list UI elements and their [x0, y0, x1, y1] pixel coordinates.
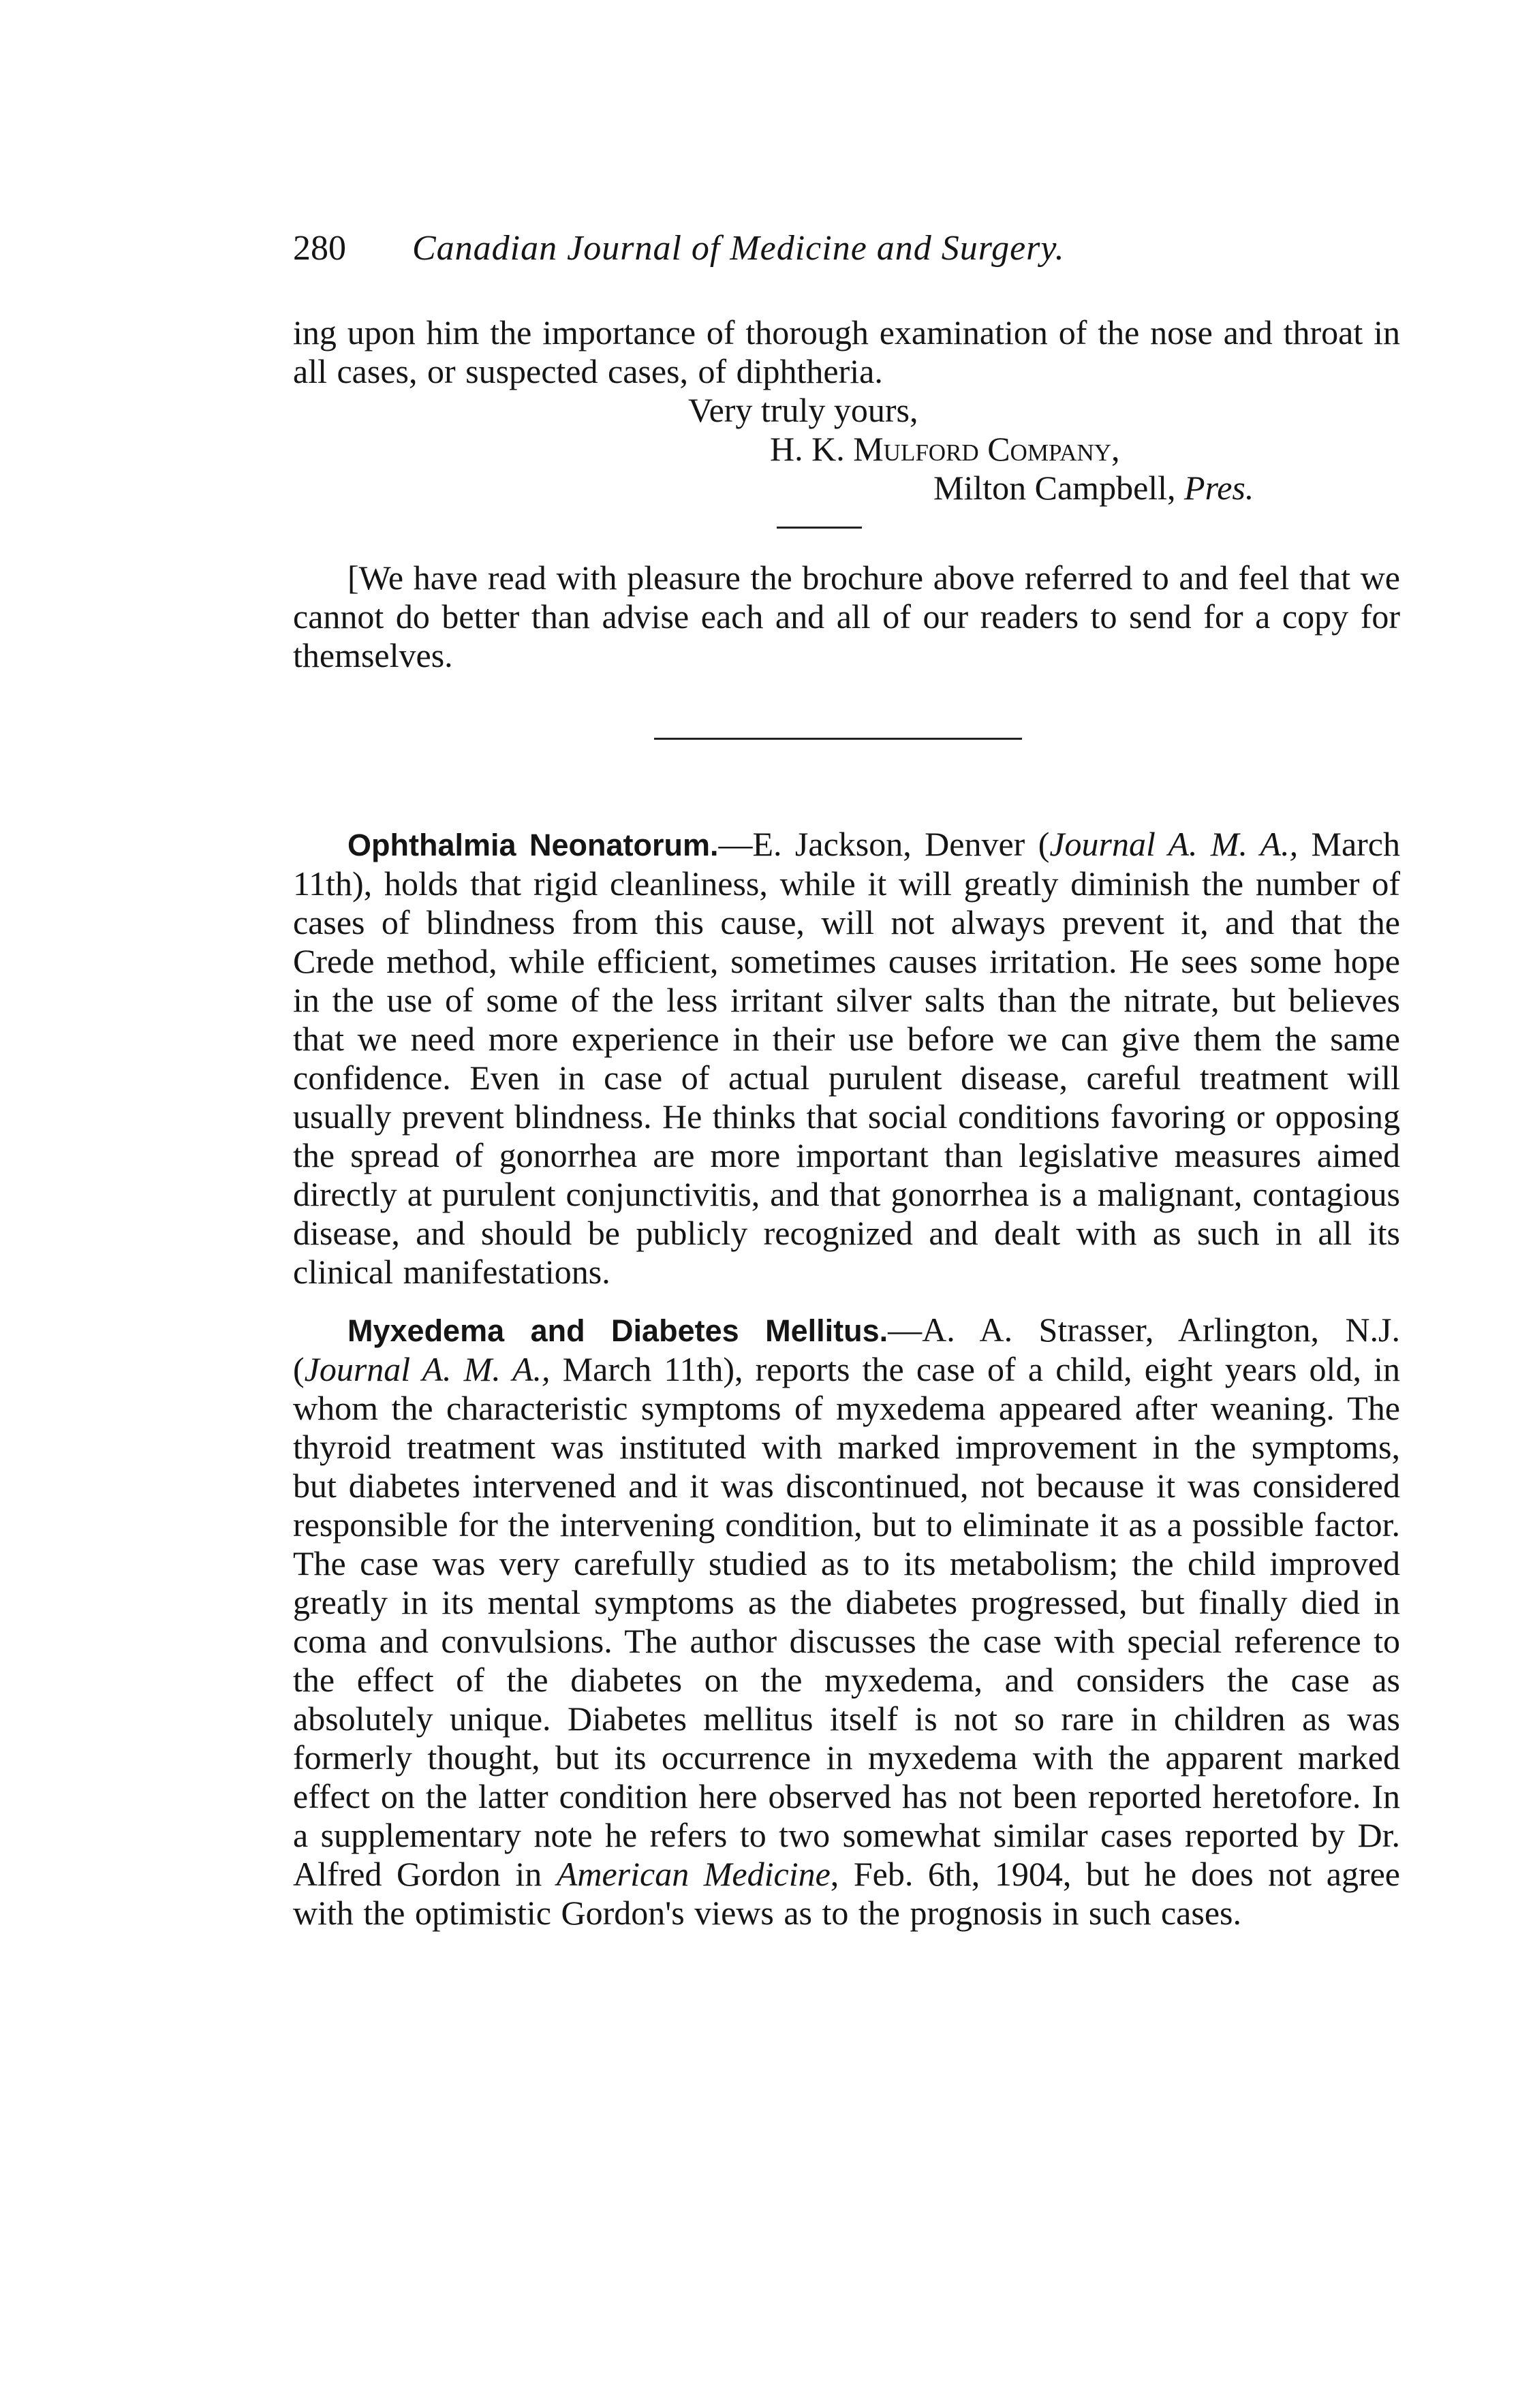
section-divider	[654, 738, 1022, 740]
article-body-end: , Feb. 6th, 1904, but he does not agree with the optimistic Gordon's views as to the prognosis in such cases.	[293, 1855, 1400, 1932]
article-ophthalmia-neonatorum	[293, 825, 1400, 1292]
letter-continuation: ing upon him the importance of thorough examination of the nose and throat in all cases, or suspected cases, of diphtheria.	[293, 313, 1400, 390]
signature-person-line	[293, 469, 1400, 507]
letter-closing: Very truly yours,	[688, 391, 918, 429]
signature-person: Milton Campbell,	[933, 469, 1176, 507]
short-divider	[777, 527, 862, 529]
letter-closing-block	[293, 391, 1400, 507]
article-heading: Ophthalmia Neonatorum.	[347, 828, 719, 862]
article-author: —E. Jackson, Denver (	[718, 825, 1050, 863]
article-citation-journal: Journal A. M. A.,	[304, 1350, 551, 1388]
running-title: Canadian Journal of Medicine and Surgery.	[412, 229, 1065, 268]
journal-page	[293, 225, 1400, 1933]
article-author: —A. A. Strasser, Arlington, N.J. (	[293, 1311, 1401, 1388]
article-body: March 11th), reports the case of a child, eight years old, in whom the characteristic symptoms of myxedema appeared after weaning. The thyroid treatment was instituted with marked improvement in the symptoms, but diabetes intervened and it was discontinued, not because it was considered responsible for the intervening condition, but to eliminate it as a possible factor. The case was very carefully studied as to its metabolism; the child improved greatly in its mental symptoms as the diabetes progressed, but finally died in coma and convulsions. The author discusses the case with special reference to the effect of the diabetes on the myxedema, and considers the case as absolutely unique. Diabetes mellitus itself is not so rare in children as was formerly thought, but its occurrence in myxedema with the apparent marked effect on the latter condition here observed has not been reported heretofore. In a supplementary note he refers to two somewhat similar cases reported by Dr. Alfred Gordon in	[293, 1350, 1400, 1893]
editorial-note: [We have read with pleasure the brochure above referred to and feel that we cannot do better than advise each and all of our readers to send for a copy for themselves.	[293, 559, 1400, 674]
article-myxedema-diabetes	[293, 1311, 1400, 1933]
signature-company-line	[293, 430, 1400, 469]
article-body: March 11th), holds that rigid cleanliness, while it will greatly diminish the number of cases of blindness from this cause, will not always prevent it, and that the Crede method, while efficient, sometimes causes irritation. He sees some hope in the use of some of the less irritant silver salts than the nitrate, but believes that we need more experience in their use before we can give them the same confidence. Even in case of actual purulent disease, careful treatment will usually prevent blindness. He thinks that social conditions favoring or opposing the spread of gonorrhea are more important than legislative measures aimed directly at purulent conjunctivitis, and that gonorrhea is a malignant, contagious disease, and should be publicly recognized and dealt with as such in all its clinical manifestations.	[293, 825, 1400, 1291]
article-heading: Myxedema and Diabetes Mellitus.	[347, 1313, 888, 1348]
article-citation-journal: Journal A. M. A.,	[1049, 825, 1299, 863]
article-reference-journal: American Medicine	[556, 1855, 831, 1893]
page-header	[293, 225, 1400, 272]
signature-title: Pres.	[1184, 469, 1254, 507]
signature-initials: H. K.	[770, 430, 845, 468]
signature-company: Mulford Company,	[853, 430, 1120, 468]
page-number: 280	[293, 229, 346, 268]
